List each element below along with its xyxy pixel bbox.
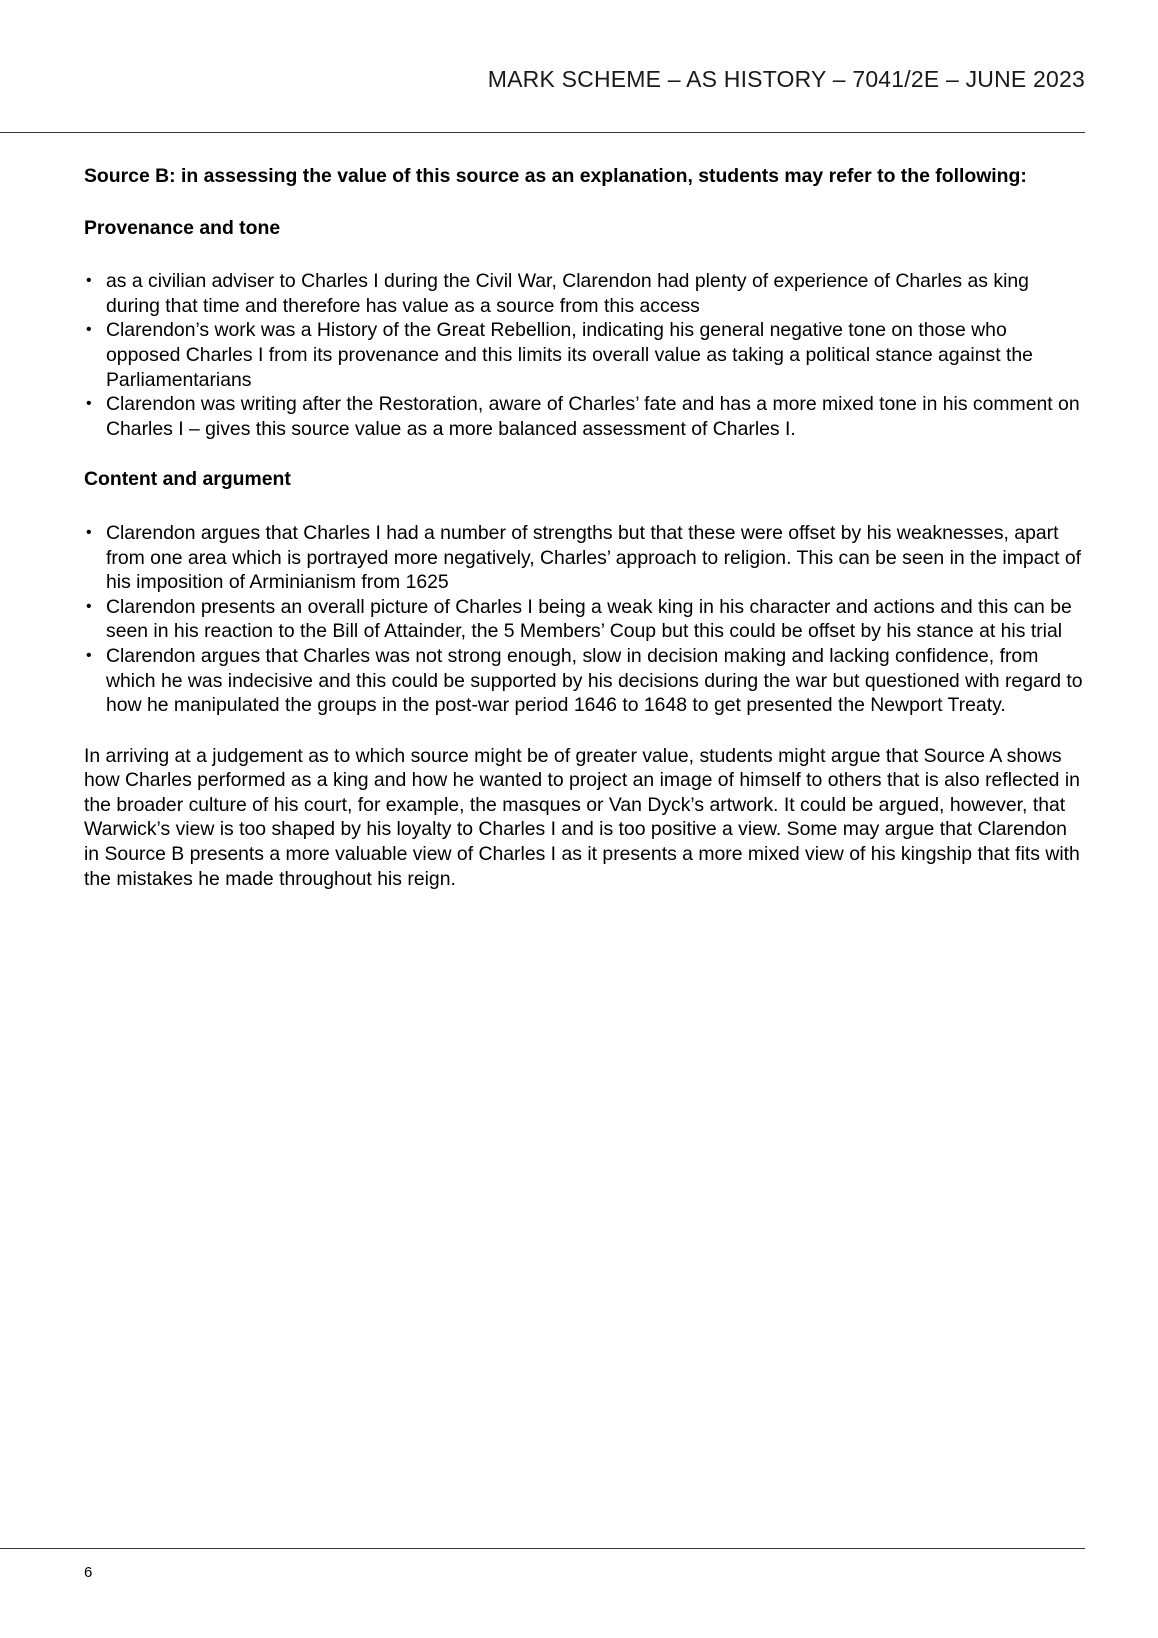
footer-divider — [0, 1548, 1085, 1549]
list-item — [84, 269, 1084, 318]
list-item — [84, 644, 1084, 718]
bullet-icon: • — [86, 321, 92, 339]
bullet-icon: • — [86, 272, 92, 290]
content-bullet-list — [84, 521, 1084, 718]
header-divider — [0, 132, 1085, 133]
bullet-icon: • — [86, 597, 92, 615]
list-item — [84, 392, 1084, 441]
bullet-text: as a civilian adviser to Charles I during the Civil War, Clarendon had plenty of experience of Charles as king during that time and therefore has value as a source from this access — [106, 270, 1029, 317]
mark-scheme-body — [84, 164, 1084, 891]
bullet-text: Clarendon presents an overall picture of Charles I being a weak king in his character and actions and this can be seen in his reaction to the Bill of Attainder, the 5 Members’ Coup but this could be offset by his stance at his trial — [106, 595, 1072, 643]
bullet-icon: • — [86, 395, 92, 413]
content-heading: Content and argument — [84, 468, 291, 491]
bullet-text: Clarendon argues that Charles I had a number of strengths but that these were offset by his weaknesses, apart from one area which is portrayed more negatively, Charles’ approach to religion. This can be seen in the impact of his imposition of Arminianism from 1625 — [106, 521, 1082, 594]
list-item — [84, 521, 1084, 595]
list-item — [84, 318, 1084, 392]
bullet-text: Clarendon argues that Charles was not strong enough, slow in decision making and lacking confidence, from which he was indecisive and this could be supported by his decisions during the war but questioned with regard to how he manipulated the groups in the post-war period 1646 to 1648 to get presented the Newport Treaty. — [106, 644, 1083, 717]
bullet-icon: • — [86, 523, 92, 541]
bullet-icon: • — [86, 646, 92, 664]
document-header-title: MARK SCHEME – AS HISTORY – 7041/2E – JUNE 2023 — [487, 66, 1085, 92]
conclusion-paragraph: In arriving at a judgement as to which source might be of greater value, students might argue that Source A shows how Charles performed as a king and how he wanted to project an image of himself to others that is also reflected in the broader culture of his court, for example, the masques or Van Dyck’s artwork. It could be argued, however, that Warwick’s view is too shaped by his loyalty to Charles I and is too positive a view. Some may argue that Clarendon in Source B presents a more valuable view of Charles I as it presents a more mixed view of his kingship that fits with the mistakes he made throughout his reign. — [84, 744, 1080, 890]
bullet-text: Clarendon’s work was a History of the Great Rebellion, indicating his general negative tone on those who opposed Charles I from its provenance and this limits its overall value as taking a political stance against the Parliamentarians — [106, 319, 1033, 391]
page-number: 6 — [84, 1564, 93, 1581]
list-item — [84, 595, 1084, 644]
provenance-heading: Provenance and tone — [84, 216, 281, 239]
bullet-text: Clarendon was writing after the Restoration, aware of Charles’ fate and has a more mixed tone in his comment on Charles I – gives this source value as a more balanced assessment of Charles I. — [106, 393, 1080, 440]
provenance-bullet-list — [84, 269, 1084, 441]
section-heading: Source B: in assessing the value of this source as an explanation, students may refer to the following: — [84, 165, 1027, 187]
